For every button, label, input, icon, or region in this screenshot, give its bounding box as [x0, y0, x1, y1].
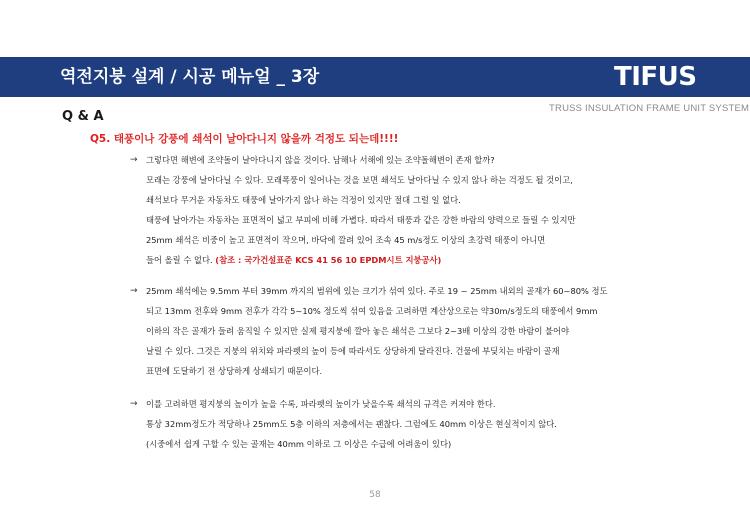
answer-line: 통상 32mm정도가 적당하나 25mm도 5층 이하의 저층에서는 괜찮다. 그럼에도 40mm 이상은 현실적이지 않다. — [146, 419, 557, 429]
header-bar — [0, 57, 750, 97]
arrow-icon: → — [130, 286, 138, 296]
answer-line: 들어 올릴 수 없다. — [146, 255, 213, 265]
answer-line: 그렇다면 해변에 조약돌이 날아다니지 않을 것이다. 남해나 서해에 있는 조약돌해변이 존재 할까? — [146, 155, 495, 165]
page-title: 역전지붕 설계 / 시공 메뉴얼 _ 3장 — [60, 67, 320, 87]
brand-logo: TIFUS — [614, 62, 697, 92]
answer-line: 모래는 강풍에 날아다닐 수 있다. 모래폭풍이 일어나는 것을 보면 쇄석도 날아다닐 수 있지 않나 하는 걱정도 될 것이고, — [146, 175, 573, 185]
brand-subtitle: TRUSS INSULATION FRAME UNIT SYSTEM — [549, 103, 750, 114]
answer-block-3 — [130, 394, 706, 454]
answer-line: 이하의 작은 골재가 들려 움직일 수 있지만 실제 평지붕에 깔아 놓은 쇄석은 그보다 2~3배 이상의 강한 바람이 불어야 — [146, 326, 570, 336]
answer-line: 태풍에 날아가는 자동차는 표면적이 넓고 부피에 비해 가볍다. 따라서 태풍과 같은 강한 바람의 양력으로 들릴 수 있지만 — [146, 215, 576, 225]
answer-line: (시중에서 쉽게 구할 수 있는 골재는 40mm 이하로 그 이상은 수급에 어려움이 있다) — [146, 439, 452, 449]
answer-line: 이를 고려하면 평지붕의 높이가 높을 수록, 파라펫의 높이가 낮을수록 쇄석의 규격은 커져야 한다. — [146, 399, 496, 409]
answer-line-with-ref — [146, 250, 706, 270]
question-text: Q5. 태풍이나 강풍에 쇄석이 날아다니지 않을까 걱정도 되는데!!!! — [90, 133, 399, 145]
answer-line: 25mm 쇄석은 비중이 높고 표면적이 작으며, 바닥에 깔려 있어 조속 45 m/s정도 이상의 초강력 태풍이 아니면 — [146, 235, 546, 245]
arrow-icon: → — [130, 399, 138, 409]
answer-line: 되고 13mm 전후와 9mm 전후가 각각 5~10% 정도씩 섞여 있음을 고려하면 계산상으로는 약30m/s정도의 태풍에서 9mm — [146, 306, 598, 316]
answer-line: 날릴 수 있다. 그것은 지붕의 위치와 파라펫의 높이 등에 따라서도 상당하게 달라진다. 건물에 부딪치는 바람이 골재 — [146, 346, 560, 356]
page-number: 58 — [369, 490, 381, 500]
answer-line: 표면에 도달하기 전 상당하게 상쇄되기 때문이다. — [146, 366, 323, 376]
qa-label: Q & A — [62, 109, 104, 124]
answer-line: 25mm 쇄석에는 9.5mm 부터 39mm 까지의 범위에 있는 크기가 섞여 있다. 주로 19 ~ 25mm 내외의 골재가 60~80% 정도 — [146, 286, 608, 296]
answer-block-1 — [130, 150, 706, 270]
answer-block-2 — [130, 281, 706, 381]
arrow-icon: → — [130, 155, 138, 165]
answer-line: 쇄석보다 무거운 자동차도 태풍에 날아가지 않나 하는 걱정이 있지만 절대 그럴 일 없다. — [146, 195, 461, 205]
reference-note: (참조 : 국가건설표준 KCS 41 56 10 EPDM시트 지붕공사) — [215, 255, 442, 265]
